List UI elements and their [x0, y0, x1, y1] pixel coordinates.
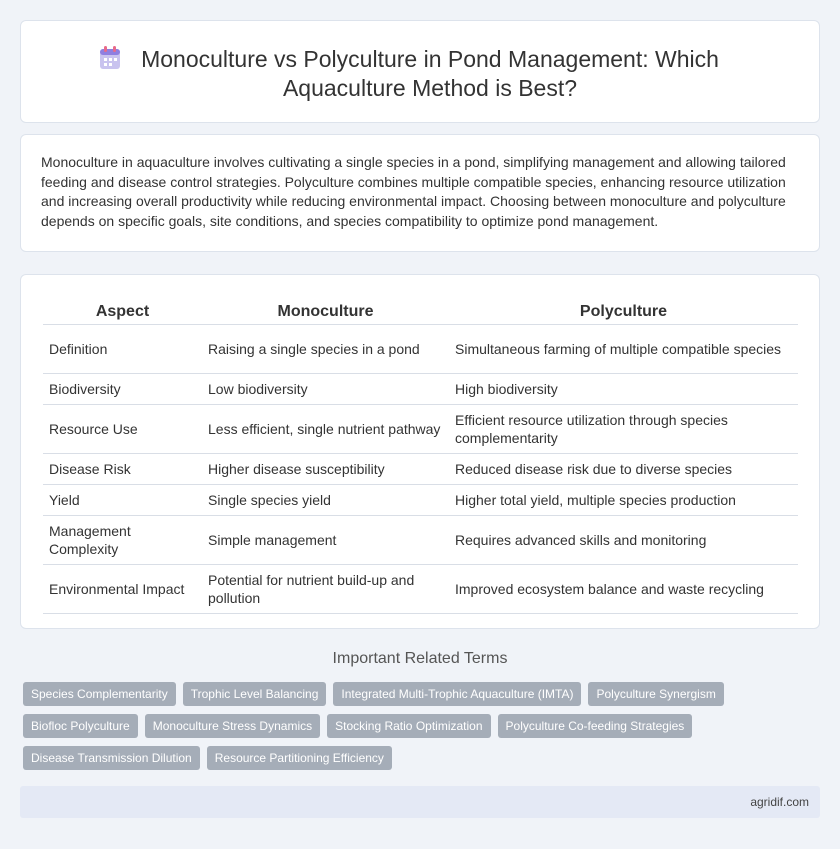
cell-monoculture: Raising a single species in a pond: [202, 325, 449, 374]
cell-monoculture: Low biodiversity: [202, 374, 449, 405]
cell-polyculture: Higher total yield, multiple species production: [449, 485, 798, 516]
related-term-tag[interactable]: Trophic Level Balancing: [183, 682, 327, 706]
comparison-table-card: [20, 274, 820, 629]
table-row: [43, 454, 798, 485]
cell-polyculture: Simultaneous farming of multiple compatible species: [449, 325, 798, 374]
cell-monoculture: Single species yield: [202, 485, 449, 516]
cell-aspect: Definition: [43, 325, 202, 374]
footer: [20, 786, 820, 818]
table-row: [43, 374, 798, 405]
related-term-tag[interactable]: Disease Transmission Dilution: [23, 746, 200, 770]
cell-aspect: Environmental Impact: [43, 565, 202, 614]
table-row: [43, 485, 798, 516]
cell-aspect: Management Complexity: [43, 516, 202, 565]
header-card: [20, 20, 820, 123]
table-row: [43, 325, 798, 374]
header-monoculture: Monoculture: [202, 295, 449, 325]
table-row: [43, 565, 798, 614]
related-terms-list: [23, 682, 823, 770]
cell-monoculture: Less efficient, single nutrient pathway: [202, 405, 449, 454]
header-polyculture: Polyculture: [449, 295, 798, 325]
page-title: Monoculture vs Polyculture in Pond Management: Which Aquaculture Method is Best?: [141, 46, 719, 101]
summary-card: [20, 134, 820, 252]
cell-monoculture: Potential for nutrient build-up and pollution: [202, 565, 449, 614]
cell-polyculture: Requires advanced skills and monitoring: [449, 516, 798, 565]
cell-polyculture: Efficient resource utilization through species complementarity: [449, 405, 798, 454]
footer-site-link[interactable]: agridif.com: [750, 795, 809, 809]
related-term-tag[interactable]: Polyculture Synergism: [588, 682, 723, 706]
cell-aspect: Resource Use: [43, 405, 202, 454]
cell-aspect: Yield: [43, 485, 202, 516]
cell-polyculture: High biodiversity: [449, 374, 798, 405]
cell-monoculture: Higher disease susceptibility: [202, 454, 449, 485]
table-row: [43, 516, 798, 565]
header-aspect: Aspect: [43, 295, 202, 325]
related-term-tag[interactable]: Stocking Ratio Optimization: [327, 714, 490, 738]
cell-aspect: Disease Risk: [43, 454, 202, 485]
summary-text: Monoculture in aquaculture involves cultivating a single species in a pond, simplifying management and allowing tailored feeding and disease control strategies. Polyculture combines multiple compatible species, enhancing resource utilization and increasing overall productivity while reducing environmental impact. Choosing between monoculture and polyculture depends on specific goals, site conditions, and species compatibility to optimize pond management.: [41, 154, 786, 229]
cell-aspect: Biodiversity: [43, 374, 202, 405]
related-terms-title: Important Related Terms: [332, 650, 508, 667]
cell-polyculture: Improved ecosystem balance and waste recycling: [449, 565, 798, 614]
table-header-row: [43, 295, 798, 325]
related-term-tag[interactable]: Biofloc Polyculture: [23, 714, 138, 738]
related-term-tag[interactable]: Resource Partitioning Efficiency: [207, 746, 392, 770]
related-term-tag[interactable]: Polyculture Co-feeding Strategies: [498, 714, 693, 738]
related-term-tag[interactable]: Species Complementarity: [23, 682, 176, 706]
cell-monoculture: Simple management: [202, 516, 449, 565]
cell-polyculture: Reduced disease risk due to diverse species: [449, 454, 798, 485]
related-term-tag[interactable]: Monoculture Stress Dynamics: [145, 714, 320, 738]
table-row: [43, 405, 798, 454]
comparison-table: [43, 295, 798, 614]
related-term-tag[interactable]: Integrated Multi-Trophic Aquaculture (IMTA): [333, 682, 581, 706]
